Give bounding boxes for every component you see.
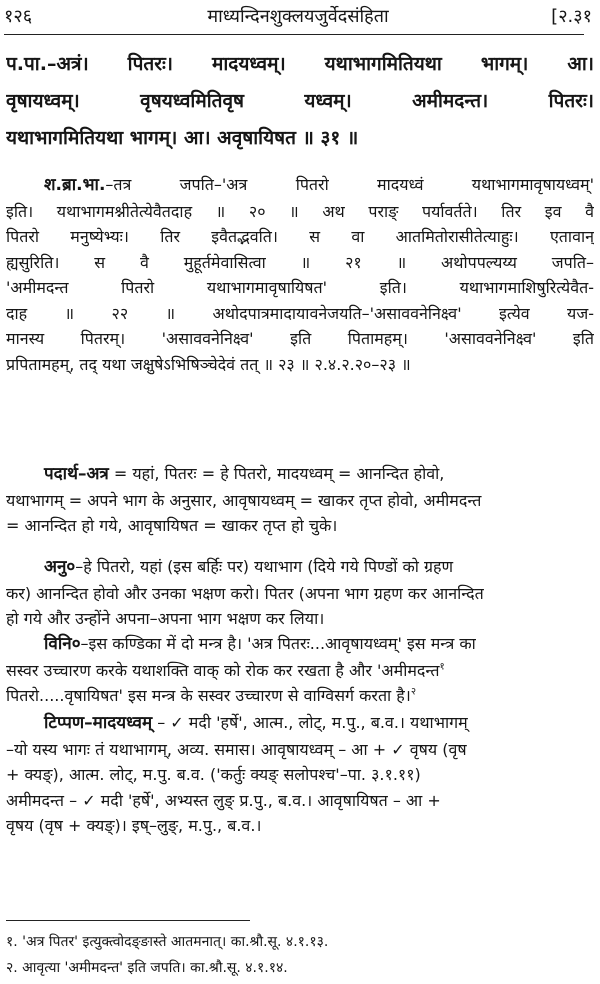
tippana-line: अमीमदन्त – ✓ मदी 'हर्षे', अभ्यस्त लुङ् प्र.पु., ब.व.। आवृषायिषत – आ +	[6, 790, 441, 810]
anuvada-line: –हे पितरो, यहां (इस बर्हिः पर) यथाभाग (दिये गये पिण्डों को ग्रहण	[75, 557, 454, 576]
page-number: १२६	[4, 6, 33, 27]
tippana-line: – ✓ मदी 'हर्षे', आत्म., लोट्, म.पु., ब.व.। यथाभागम्	[152, 713, 468, 732]
tippana-paragraph	[6, 710, 594, 839]
shatapatha-line: प्रपितामहम्, तद् यथा जक्षुषेऽभिषिञ्चेदेवं तत् ॥ २३ ॥ २.४.२.२०–२३ ॥	[6, 354, 411, 374]
anuvada-line: हो गये और उन्होंने अपना–अपना भाग भक्षण कर लिया।	[6, 609, 325, 628]
viniyoga-paragraph	[6, 631, 594, 709]
anuvada-lead: अनु०	[44, 557, 76, 577]
mantra-line: वृषायध्वम्। वृषयध्वमितिवृष यध्वम्। अमीमदन्त। पितरः।	[6, 90, 594, 112]
padartha-paragraph	[6, 461, 594, 539]
tippana-line: + क्यङ्), आत्म. लोट्, म.पु. ब.व. ('कर्तुः क्यङ् सलोपश्च'–पा. ३.१.११)	[6, 765, 421, 784]
pada-patha-mantra	[6, 46, 594, 157]
viniyoga-lead: विनि०	[44, 634, 81, 654]
viniyoga-line: पितरो.....वृषायिषत' इस मन्त्र के सस्वर उच्चारण से वाग्विसर्ग करता है।	[6, 686, 411, 705]
page-header	[4, 4, 592, 34]
padartha-line: यथाभागम् = अपने भाग के अनुसार, आवृषायध्वम् = खाकर तृप्त होवो, अमीमदन्त	[6, 490, 482, 510]
padartha-line: = आनन्दित हो गये, आवृषायिषत = खाकर तृप्त हो चुके।	[6, 516, 338, 535]
mantra-line: प.पा.–अत्रं। पितरः। मादयध्वम्। यथाभागमितियथा भागम्। आ।	[6, 53, 594, 75]
tippana-line: –यो यस्य भागः तं यथाभागम्, अव्य. समास। आवृषायध्वम् – आ + ✓ वृषय (वृष	[6, 739, 467, 759]
anuvada-line: कर) आनन्दित होवो और उनका भक्षण करो। पितर (अपना भाग ग्रहण कर आनन्दित	[6, 583, 484, 603]
mantra-line: यथाभागमितियथा भागम्। आ। अवृषायिषत ॥ ३१ ॥	[6, 127, 359, 149]
shatapatha-line: दाह ॥ २२ ॥ अथोदपात्रमादायावनेजयति–'असाववनेनिक्ष्व' इत्येव यज-	[6, 303, 594, 323]
shatapatha-line: इति। यथाभागमश्नीतेत्येवैतदाह ॥ २० ॥ अथ पराङ् पर्यावर्तते। तिर इव वै	[6, 201, 594, 221]
padartha-line: = यहां, पितरः = हे पितरो, मादयध्वम् = आनन्दित होवो,	[108, 464, 445, 483]
running-title: माध्यन्दिनशुक्लयजुर्वेदसंहिता	[207, 6, 389, 27]
footnote-marker: १	[439, 661, 445, 673]
anuvada-paragraph	[6, 554, 594, 632]
footnote-2: २. आवृत्या 'अमीमदन्त' इति जपति। का.श्रौ.सू. ४.१.१४.	[6, 960, 288, 976]
viniyoga-line: –इस कण्डिका में दो मन्त्र है। 'अत्र पितरः...आवृषायध्वम्' इस मन्त्र का	[80, 634, 476, 653]
shatapatha-line: मानस्य पितरम्। 'असाववनेनिक्ष्व' इति पितामहम्। 'असाववनेनिक्ष्व' इति	[6, 329, 594, 348]
section-reference: [२.३१	[551, 6, 592, 27]
padartha-lead: पदार्थ–अत्र	[44, 464, 109, 484]
tippana-line: वृषय (वृष + क्यङ्)। इष्–लुङ्, म.पु., ब.व.।	[6, 816, 262, 835]
shatapatha-lead: श.ब्रा.भा.	[44, 175, 106, 195]
header-rule	[4, 34, 584, 35]
footnote-divider	[6, 920, 250, 921]
shatapatha-line: 'अमीमदन्त पितरो यथाभागमावृषायिषत' इति। यथाभागमाशिषुरित्येवैत-	[6, 278, 594, 297]
shatapatha-line: पितरो मनुष्येभ्यः। तिर इवैतद्भवति। स वा आतमितोरासीतेत्याहुः। एतावान्	[6, 227, 594, 246]
footnotes	[6, 929, 594, 981]
shatapatha-line: –तत्र जपति–'अत्र पितरो मादयध्वं यथाभागमावृषायध्वम्'	[105, 175, 594, 194]
shatapatha-line: ह्यसुरिति। स वै मुहूर्तमेवासित्वा ॥ २१ ॥ अथोपपल्यय्य जपति–	[6, 252, 594, 272]
footnote-marker: २	[410, 686, 417, 698]
viniyoga-line: सस्वर उच्चारण करके यथाशक्ति वाक् को रोक कर रखता है और 'अमीमदन्त	[6, 660, 440, 680]
footnote-1: १. 'अत्र पितर' इत्युक्त्वोदङ्ङास्ते आतमनात्। का.श्रौ.सू. ४.१.१३.	[6, 934, 329, 950]
shatapatha-brahmana-paragraph	[6, 172, 594, 377]
tippana-lead: टिप्पण–मादयध्वम्	[44, 713, 153, 733]
